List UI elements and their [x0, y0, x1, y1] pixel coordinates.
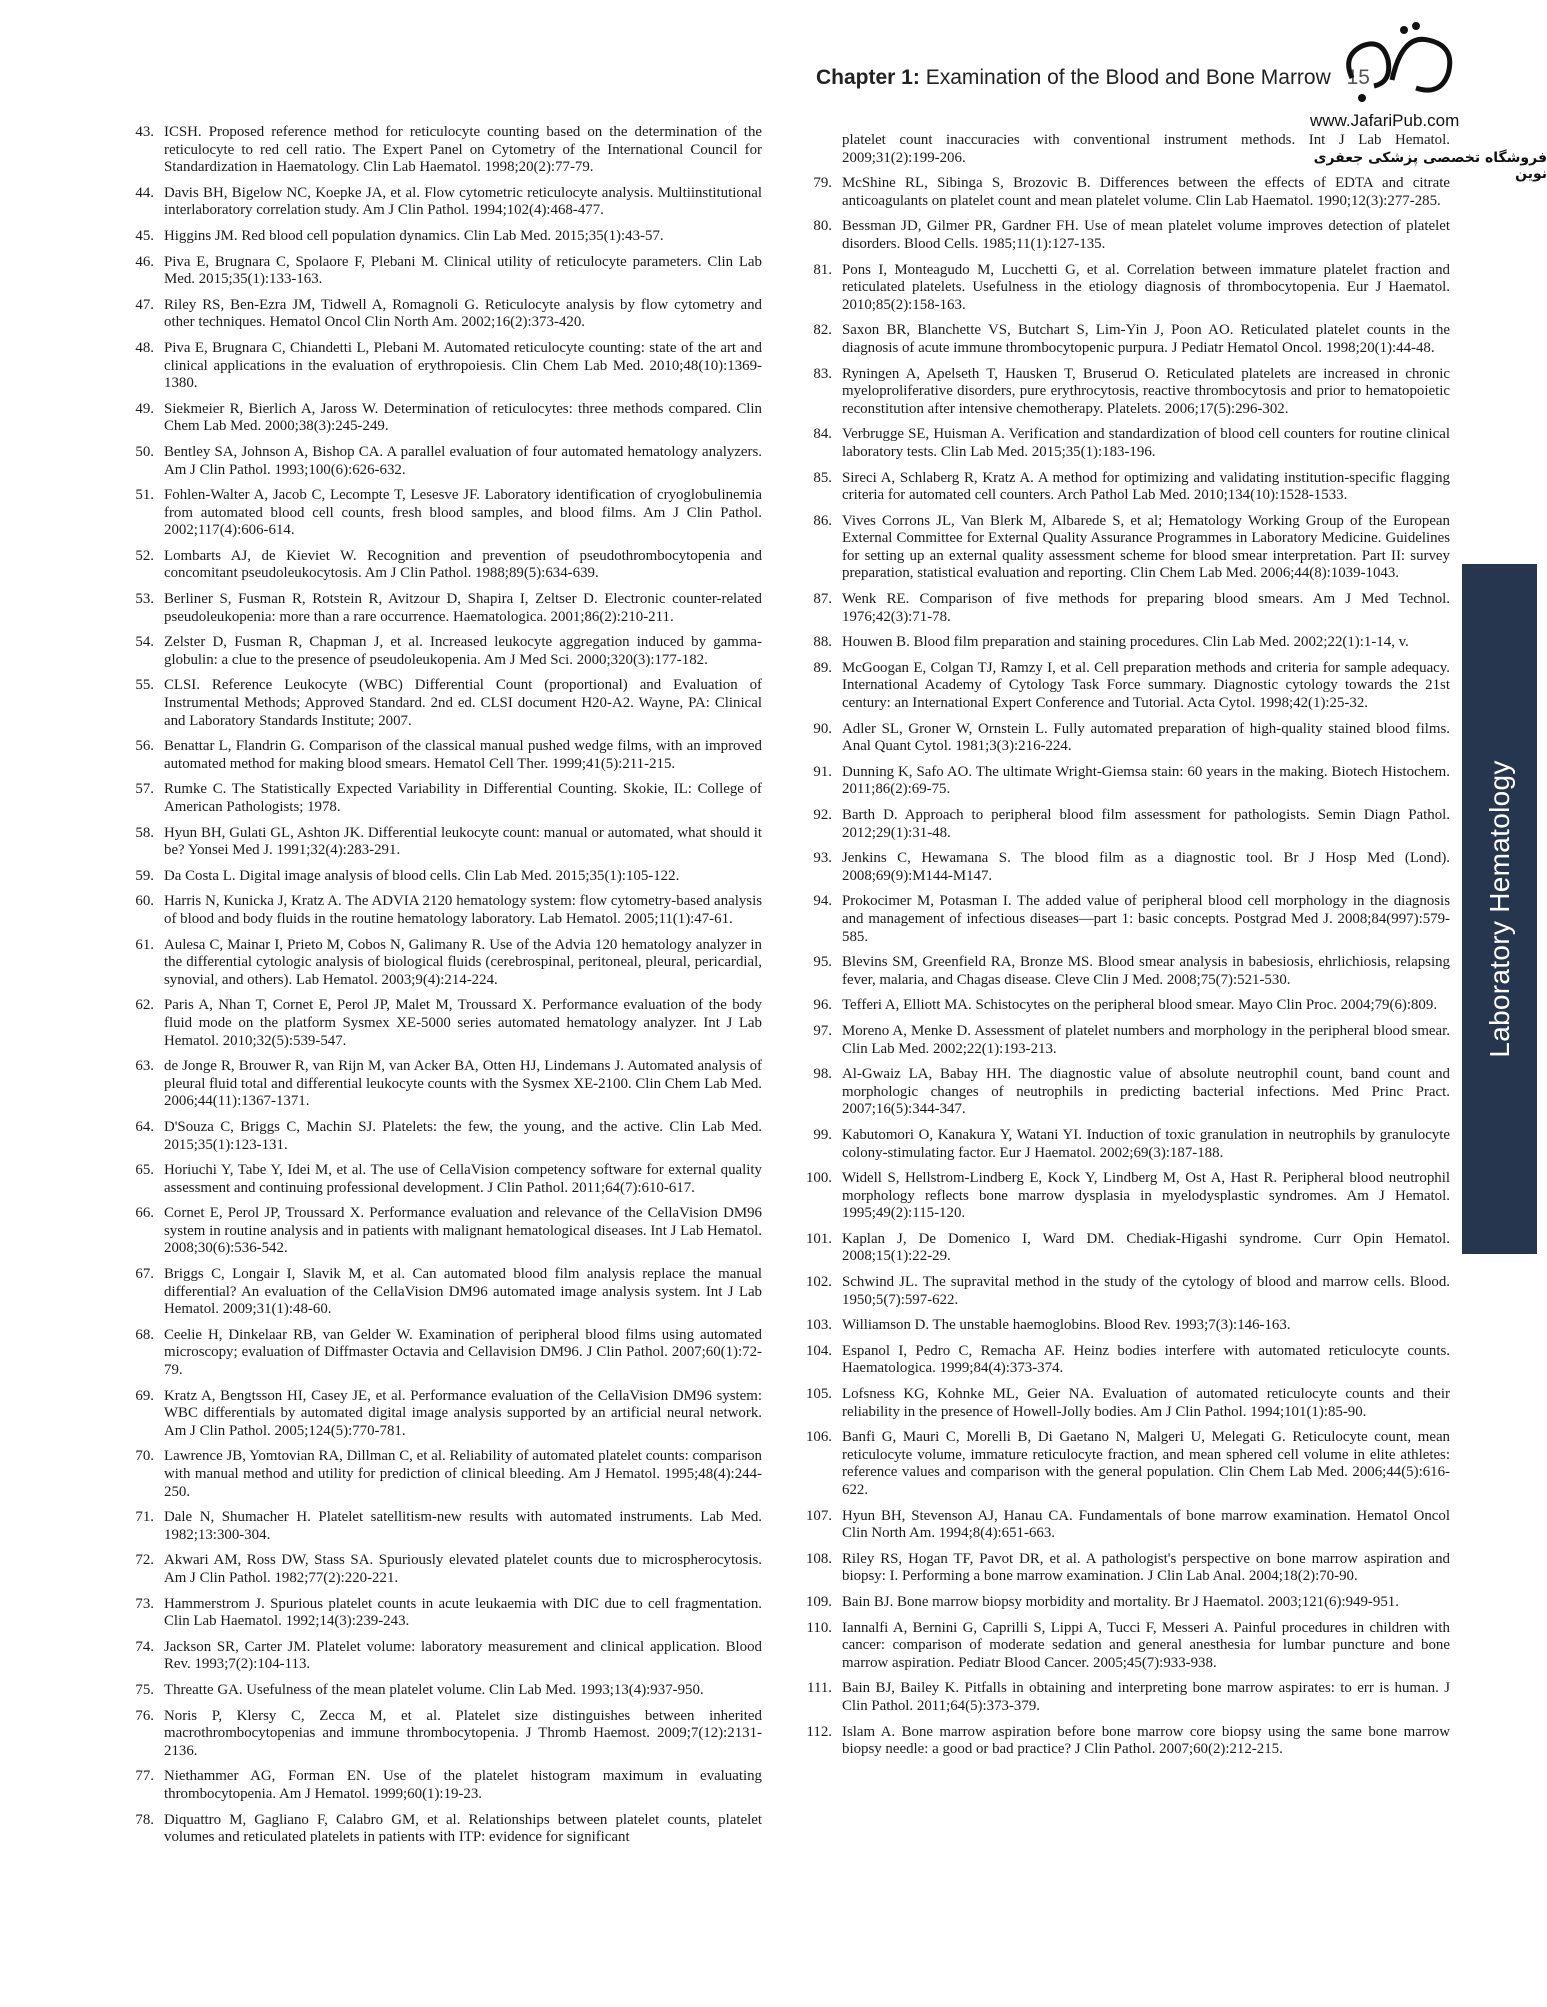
reference-item	[800, 132, 1450, 167]
reference-text: Bentley SA, Johnson A, Bishop CA. A parallel evaluation of four automated hematology analyzers. Am J Clin Pathol. 1993;100(6):626-632.	[164, 443, 762, 478]
reference-item	[122, 634, 762, 669]
reference-text: Jenkins C, Hewamana S. The blood film as a diagnostic tool. Br J Hosp Med (Lond). 2008;69(9):M144-M147.	[842, 850, 1450, 884]
reference-number: 73.	[135, 1595, 154, 1612]
reference-text: Berliner S, Fusman R, Rotstein R, Avitzour D, Shapira I, Zeltser D. Electronic counter-related pseudoleukopenia: more than a rare occurrence. Haematologica. 2001;86(2):210-211.	[164, 591, 762, 625]
reference-number: 94.	[813, 893, 832, 910]
reference-number: 46.	[135, 253, 154, 270]
reference-number: 107.	[805, 1507, 832, 1524]
reference-item	[122, 1119, 762, 1154]
reference-item	[122, 1682, 762, 1700]
reference-text: Akwari AM, Ross DW, Stass SA. Spuriously elevated platelet counts due to microspherocytosis. Am J Clin Pathol. 1982;77(2):220-221.	[164, 1552, 762, 1586]
reference-text: Horiuchi Y, Tabe Y, Idei M, et al. The use of CellaVision competency software for external quality assessment and continuing professional development. J Clin Pathol. 2011;64(7):610-617.	[164, 1162, 762, 1196]
reference-number: 53.	[135, 591, 154, 608]
reference-number: 66.	[135, 1205, 154, 1222]
side-tab-label: Laboratory Hematology	[1483, 760, 1515, 1058]
reference-item	[800, 1274, 1450, 1309]
reference-number: 93.	[813, 850, 832, 867]
reference-number: 59.	[135, 867, 154, 884]
reference-text: Davis BH, Bigelow NC, Koepke JA, et al. Flow cytometric reticulocyte analysis. Multiinstitutional interlaboratory correlation study. Am J Clin Pathol. 1994;102(4):468-477.	[164, 184, 762, 219]
reference-item	[800, 591, 1450, 626]
reference-number: 109.	[805, 1593, 832, 1610]
reference-number: 72.	[135, 1552, 154, 1569]
reference-number: 80.	[813, 218, 832, 235]
reference-number: 102.	[805, 1274, 832, 1291]
reference-text: Adler SL, Groner W, Ornstein L. Fully automated preparation of high-quality stained blood films. Anal Quant Cytol. 1981;3(3):216-224.	[842, 720, 1450, 755]
reference-item	[122, 1058, 762, 1111]
reference-number: 95.	[813, 954, 832, 971]
running-header	[816, 66, 1370, 90]
reference-number: 65.	[135, 1162, 154, 1179]
reference-item	[800, 1170, 1450, 1223]
reference-text: Widell S, Hellstrom-Lindberg E, Kock Y, Lindberg M, Ost A, Hast R. Peripheral blood neutrophil morphology reflects bone marrow dysplasia in myelodysplastic syndromes. Am J Hematol. 1995;49(2):115-120.	[842, 1170, 1450, 1222]
reference-item	[800, 1317, 1450, 1335]
reference-item	[800, 1724, 1450, 1759]
reference-number: 108.	[805, 1550, 832, 1567]
reference-number: 49.	[135, 400, 154, 417]
reference-number: 74.	[135, 1638, 154, 1655]
reference-text: Al-Gwaiz LA, Babay HH. The diagnostic value of absolute neutrophil count, band count and morphologic changes of neutrophils in predicting bacterial infections. Med Princ Pract. 2007;16(5):344-347.	[842, 1066, 1450, 1118]
reference-item	[122, 1639, 762, 1674]
references-right-column	[800, 132, 1450, 1759]
chapter-title: Examination of the Blood and Bone Marrow	[925, 66, 1331, 89]
reference-text: Niethammer AG, Forman EN. Use of the platelet histogram maximum in evaluating thrombocytopenia. Am J Hematol. 1999;60(1):19-23.	[164, 1768, 762, 1802]
reference-item	[122, 1266, 762, 1319]
reference-text: Harris N, Kunicka J, Kratz A. The ADVIA 2120 hematology system: flow cytometry-based analysis of blood and body fluids in the routine hematology laboratory. Lab Hematol. 2005;11(1):47-61.	[164, 893, 762, 927]
reference-item	[122, 937, 762, 990]
reference-item	[122, 1596, 762, 1631]
reference-text: Piva E, Brugnara C, Spolaore F, Plebani M. Clinical utility of reticulocyte parameters. Clin Lab Med. 2015;35(1):133-163.	[164, 253, 762, 288]
reference-item	[800, 175, 1450, 210]
reference-text: Vives Corrons JL, Van Blerk M, Albarede S, et al; Hematology Working Group of the European External Committee for External Quality Assurance Programmes in Laboratory Medicine. Guidelines for setting up an external quality assessment scheme for blood smear interpretation. Part II: survey preparation, statistical evaluation and reporting. Clin Chem Lab Med. 2006;44(8):1039-1043.	[842, 512, 1450, 582]
reference-number: 99.	[813, 1126, 832, 1143]
reference-number: 60.	[135, 893, 154, 910]
reference-item	[800, 850, 1450, 885]
reference-number: 68.	[135, 1326, 154, 1343]
reference-text: Riley RS, Ben-Ezra JM, Tidwell A, Romagnoli G. Reticulocyte analysis by flow cytometry and other techniques. Hematol Oncol Clin North Am. 2002;16(2):373-420.	[164, 296, 762, 331]
reference-number: 51.	[135, 487, 154, 504]
reference-number: 71.	[135, 1509, 154, 1526]
reference-number: 86.	[813, 512, 832, 529]
reference-number: 63.	[135, 1058, 154, 1075]
reference-text: Saxon BR, Blanchette VS, Butchart S, Lim-Yin J, Poon AO. Reticulated platelet counts in the diagnosis of acute immune thrombocytopenic purpura. J Pediatr Hematol Oncol. 1998;20(1):44-48.	[842, 322, 1450, 356]
reference-text: McShine RL, Sibinga S, Brozovic B. Differences between the effects of EDTA and citrate anticoagulants on platelet count and mean platelet volume. Clin Lab Haematol. 1990;12(3):277-285.	[842, 175, 1450, 209]
reference-text: Iannalfi A, Bernini G, Caprilli S, Lippi A, Tucci F, Messeri A. Painful procedures in children with cancer: comparison of moderate sedation and general anesthesia for lumbar puncture and bone marrow aspiration. Pediatr Blood Cancer. 2005;45(7):933-938.	[842, 1619, 1450, 1671]
reference-text: Verbrugge SE, Huisman A. Verification and standardization of blood cell counters for routine clinical laboratory tests. Clin Lab Med. 2015;35(1):183-196.	[842, 426, 1450, 460]
reference-text: Banfi G, Mauri C, Morelli B, Di Gaetano N, Malgeri U, Melegati G. Reticulocyte count, mean reticulocyte volume, immature reticulocyte fraction, and mean sphered cell volume in elite athletes: reference values and comparison with the general population. Clin Chem Lab Med. 2006;44(5):616-622.	[842, 1429, 1450, 1498]
reference-item	[800, 1343, 1450, 1378]
reference-number: 85.	[813, 469, 832, 486]
reference-item	[122, 487, 762, 540]
publisher-logo-icon	[1332, 16, 1472, 108]
reference-text: Dunning K, Safo AO. The ultimate Wright-Giemsa stain: 60 years in the making. Biotech Histochem. 2011;86(2):69-75.	[842, 763, 1450, 798]
reference-item	[122, 228, 762, 246]
reference-text: Bessman JD, Gilmer PR, Gardner FH. Use of mean platelet volume improves detection of platelet disorders. Blood Cells. 1985;11(1):127-135.	[842, 218, 1450, 252]
reference-number: 90.	[813, 720, 832, 737]
reference-number: 111.	[807, 1680, 832, 1697]
reference-item	[122, 677, 762, 730]
reference-text: Riley RS, Hogan TF, Pavot DR, et al. A pathologist's perspective on bone marrow aspiration and biopsy: I. Performing a bone marrow examination. J Clin Lab Anal. 2004;18(2):70-90.	[842, 1550, 1450, 1585]
reference-item	[800, 660, 1450, 713]
reference-item	[122, 1768, 762, 1803]
reference-item	[800, 218, 1450, 253]
reference-text: Pons I, Monteagudo M, Lucchetti G, et al. Correlation between immature platelet fraction and reticulated platelets. Usefulness in the etiology diagnosis of thrombocytopenia. Eur J Haematol. 2010;85(2):158-163.	[842, 261, 1450, 313]
reference-item	[122, 548, 762, 583]
reference-number: 89.	[813, 659, 832, 676]
reference-item	[122, 893, 762, 928]
reference-number: 54.	[135, 634, 154, 651]
reference-text: Aulesa C, Mainar I, Prieto M, Cobos N, Galimany R. Use of the Advia 120 hematology analyzer in the differential cytologic analysis of biological fluids (cerebrospinal, peritoneal, pleural, pericardial, synovial, and others). Lab Hematol. 2003;9(4):214-224.	[164, 936, 762, 988]
reference-text: Bain BJ, Bailey K. Pitfalls in obtaining and interpreting bone marrow aspirates: to err is human. J Clin Pathol. 2011;64(5):373-379.	[842, 1680, 1450, 1714]
reference-text: Lombarts AJ, de Kieviet W. Recognition and prevention of pseudothrombocytopenia and concomitant pseudoleukocytosis. Am J Clin Pathol. 1988;89(5):634-639.	[164, 547, 762, 582]
reference-text: Zelster D, Fusman R, Chapman J, et al. Increased leukocyte aggregation induced by gamma-globulin: a clue to the presence of pseudoleukopenia. Am J Med Sci. 2000;320(3):177-182.	[164, 634, 762, 668]
reference-item	[800, 1620, 1450, 1673]
reference-text: ICSH. Proposed reference method for reticulocyte counting based on the determination of the reticulocyte to red cell ratio. The Expert Panel on Cytometry of the International Council for Standardization in Haematology. Clin Lab Haematol. 1998;20(2):77-79.	[164, 124, 762, 176]
reference-text: Rumke C. The Statistically Expected Variability in Differential Counting. Skokie, IL: College of American Pathologists; 1978.	[164, 781, 762, 815]
reference-item	[122, 825, 762, 860]
reference-text: Cornet E, Perol JP, Troussard X. Performance evaluation and relevance of the CellaVision DM96 system in routine analysis and in patients with malignant hematological diseases. Int J Lab Hematol. 2008;30(6):536-542.	[164, 1205, 762, 1257]
reference-text: Briggs C, Longair I, Slavik M, et al. Can automated blood film analysis replace the manual differential? An evaluation of the CellaVision DM96 automated image analysis system. Int J Lab Hematol. 2009;31(1):48-60.	[164, 1266, 762, 1318]
reference-text: Schwind JL. The supravital method in the study of the cytology of blood and marrow cells. Blood. 1950;5(7):597-622.	[842, 1274, 1450, 1308]
reference-text: Ceelie H, Dinkelaar RB, van Gelder W. Examination of peripheral blood films using automated microscopy; evaluation of Diffmaster Octavia and Cellavision DM96. J Clin Pathol. 2007;60(1):72-79.	[164, 1326, 762, 1379]
reference-item	[122, 124, 762, 177]
reference-item	[800, 764, 1450, 799]
reference-number: 105.	[805, 1386, 832, 1403]
reference-text: Da Costa L. Digital image analysis of blood cells. Clin Lab Med. 2015;35(1):105-122.	[164, 867, 680, 884]
reference-item	[122, 1708, 762, 1761]
reference-item	[800, 470, 1450, 505]
reference-item	[800, 997, 1450, 1015]
reference-text: Prokocimer M, Potasman I. The added value of peripheral blood cell morphology in the diagnosis and management of infectious diseases—part 1: basic concepts. Postgrad Med J. 2008;84(997):579-585.	[842, 893, 1450, 945]
reference-text: Blevins SM, Greenfield RA, Bronze MS. Blood smear analysis in babesiosis, ehrlichiosis, relapsing fever, malaria, and Chagas disease. Cleve Clin J Med. 2008;75(7):521-530.	[842, 954, 1450, 988]
reference-item	[122, 738, 762, 773]
reference-text: Lawrence JB, Yomtovian RA, Dillman C, et al. Reliability of automated platelet counts: comparison with manual method and utility for prediction of clinical bleeding. Am J Hematol. 1995;48(4):244-250.	[164, 1448, 762, 1500]
reference-text: Lofsness KG, Kohnke ML, Geier NA. Evaluation of automated reticulocyte counts and their reliability in the presence of Howell-Jolly bodies. Am J Clin Pathol. 1994;101(1):85-90.	[842, 1386, 1450, 1420]
reference-text: Threatte GA. Usefulness of the mean platelet volume. Clin Lab Med. 1993;13(4):937-950.	[164, 1681, 704, 1698]
publisher-website: www.JafariPub.com	[1310, 111, 1460, 130]
reference-number: 92.	[813, 807, 832, 823]
reference-text: Dale N, Shumacher H. Platelet satellitism-new results with automated instruments. Lab Med. 1982;13:300-304.	[164, 1509, 762, 1543]
reference-number: 101.	[805, 1230, 832, 1247]
reference-number: 75.	[135, 1681, 154, 1698]
reference-item	[122, 1388, 762, 1441]
reference-number: 81.	[813, 261, 832, 278]
reference-text: CLSI. Reference Leukocyte (WBC) Differential Count (proportional) and Evaluation of Instrumental Methods; Approved Standard. 2nd ed. CLSI document H20-A2. Wayne, PA: Clinical and Laboratory Standards Institute; 2007.	[164, 677, 762, 729]
reference-number: 61.	[135, 936, 154, 953]
reference-text: Hyun BH, Stevenson AJ, Hanau CA. Fundamentals of bone marrow examination. Hematol Oncol Clin North Am. 1994;8(4):651-663.	[842, 1507, 1450, 1542]
reference-number: 87.	[813, 591, 832, 608]
reference-text: McGoogan E, Colgan TJ, Ramzy I, et al. Cell preparation methods and criteria for sample adequacy. International Academy of Cytology Task Force summary. Diagnostic cytology towards the 21st century: an International Expert Conference and Tutorial. Acta Cytol. 1998;42(1):25-32.	[842, 659, 1450, 712]
reference-text: Kabutomori O, Kanakura Y, Watani YI. Induction of toxic granulation in neutrophils by granulocyte colony-stimulating factor. Eur J Haematol. 2002;69(3):187-188.	[842, 1126, 1450, 1161]
reference-item	[122, 254, 762, 289]
reference-number: 62.	[135, 997, 154, 1014]
reference-item	[122, 340, 762, 393]
reference-number: 78.	[135, 1811, 154, 1828]
reference-number: 76.	[135, 1707, 154, 1724]
reference-text: Houwen B. Blood film preparation and staining procedures. Clin Lab Med. 2002;22(1):1-14, v.	[842, 634, 1409, 651]
reference-number: 88.	[813, 634, 832, 651]
reference-number: 56.	[135, 738, 154, 755]
reference-text: Piva E, Brugnara C, Chiandetti L, Plebani M. Automated reticulocyte counting: state of the art and clinical applications in the evaluation of erythropoiesis. Clin Chem Lab Med. 2010;48(10):1369-1380.	[164, 339, 762, 392]
reference-text: Jackson SR, Carter JM. Platelet volume: laboratory measurement and clinical application. Blood Rev. 1993;7(2):104-113.	[164, 1638, 762, 1673]
reference-number: 84.	[813, 426, 832, 443]
reference-number: 112.	[806, 1723, 832, 1740]
reference-text: Tefferi A, Elliott MA. Schistocytes on the peripheral blood smear. Mayo Clin Proc. 2004;79(6):809.	[842, 997, 1438, 1014]
reference-number: 110.	[806, 1619, 832, 1636]
reference-item	[122, 1205, 762, 1258]
reference-number: 57.	[135, 781, 154, 798]
reference-item	[800, 426, 1450, 461]
reference-number: 55.	[135, 677, 154, 694]
reference-number: 97.	[813, 1022, 832, 1039]
reference-item	[122, 444, 762, 479]
reference-number: 67.	[135, 1266, 154, 1283]
reference-item	[122, 868, 762, 886]
reference-item	[800, 513, 1450, 583]
reference-item	[122, 297, 762, 332]
references-left-column	[122, 124, 762, 1847]
reference-item	[800, 366, 1450, 419]
reference-item	[800, 1508, 1450, 1543]
reference-number: 44.	[135, 184, 154, 201]
reference-text: Ryningen A, Apelseth T, Hausken T, Bruserud O. Reticulated platelets are increased in chronic myeloproliferative disorders, pure erythrocytosis, reactive thrombocytosis and prior to hematopoietic reconstitution after intensive chemotherapy. Platelets. 2006;17(5):296-302.	[842, 365, 1450, 417]
reference-item	[122, 401, 762, 436]
reference-text: Williamson D. The unstable haemoglobins. Blood Rev. 1993;7(3):146-163.	[842, 1317, 1291, 1334]
reference-text: D'Souza C, Briggs C, Machin SJ. Platelets: the few, the young, and the active. Clin Lab Med. 2015;35(1):123-131.	[164, 1118, 762, 1153]
reference-item	[800, 1066, 1450, 1119]
chapter-label: Chapter 1:	[816, 66, 920, 89]
reference-number: 77.	[135, 1768, 154, 1785]
reference-text: Sireci A, Schlaberg R, Kratz A. A method for optimizing and validating institution-specific flagging criteria for automated cell counters. Arch Pathol Lab Med. 2010;134(10):1528-1533.	[842, 469, 1450, 504]
reference-item	[800, 954, 1450, 989]
reference-text: Islam A. Bone marrow aspiration before bone marrow core biopsy using the same bone marrow biopsy needle: a good or bad practice? J Clin Pathol. 2007;60(2):212-215.	[842, 1723, 1450, 1758]
reference-item	[800, 634, 1450, 652]
reference-number: 83.	[813, 365, 832, 382]
reference-number: 52.	[135, 547, 154, 564]
reference-item	[800, 721, 1450, 756]
reference-text: Barth D. Approach to peripheral blood film assessment for pathologists. Semin Diagn Pathol. 2012;29(1):31-48.	[842, 807, 1450, 841]
reference-text: Kaplan J, De Domenico I, Ward DM. Chediak-Higashi syndrome. Curr Opin Hematol. 2008;15(1):22-29.	[842, 1230, 1450, 1265]
reference-item	[122, 1327, 762, 1380]
reference-text: Espanol I, Pedro C, Remacha AF. Heinz bodies interfere with automated reticulocyte counts. Haematologica. 1999;84(4):373-374.	[842, 1342, 1450, 1377]
reference-text: Noris P, Klersy C, Zecca M, et al. Platelet size distinguishes between inherited macrothrombocytopenias and immune thrombocytopenia. J Thromb Haemost. 2009;7(12):2131-2136.	[164, 1707, 762, 1759]
reference-number: 100.	[805, 1170, 832, 1187]
reference-number: 98.	[813, 1066, 832, 1083]
reference-item	[800, 1231, 1450, 1266]
reference-number: 47.	[135, 296, 154, 313]
reference-text: Paris A, Nhan T, Cornet E, Perol JP, Malet M, Troussard X. Performance evaluation of the body fluid mode on the platform Sysmex XE-5000 series automated hematology analyzer. Int J Lab Hematol. 2010;32(5):539-547.	[164, 997, 762, 1049]
reference-number: 79.	[813, 175, 832, 192]
reference-text: Fohlen-Walter A, Jacob C, Lecompte T, Lesesve JF. Laboratory identification of cryoglobulinemia from automated blood cell counts, fresh blood samples, and blood films. Am J Clin Pathol. 2002;117(4):606-614.	[164, 487, 762, 539]
reference-text: Kratz A, Bengtsson HI, Casey JE, et al. Performance evaluation of the CellaVision DM96 system: WBC differentials by automated digital image analysis supported by an artificial neural network. Am J Clin Pathol. 2005;124(5):770-781.	[164, 1387, 762, 1439]
reference-text: Diquattro M, Gagliano F, Calabro GM, et al. Relationships between platelet counts, platelet volumes and reticulated platelets in patients with ITP: evidence for significant	[164, 1811, 762, 1846]
reference-item	[800, 1680, 1450, 1715]
reference-number: 69.	[135, 1387, 154, 1404]
reference-item	[800, 1127, 1450, 1162]
section-side-tab	[1462, 564, 1537, 1254]
reference-item	[800, 1551, 1450, 1586]
reference-item	[800, 1429, 1450, 1499]
reference-number: 45.	[135, 227, 154, 244]
reference-item	[122, 1162, 762, 1197]
reference-number: 103.	[805, 1317, 832, 1334]
publisher-tagline: فروشگاه تخصصی پزشکی جعفری نوین	[1313, 150, 1547, 182]
reference-item	[800, 262, 1450, 315]
page-number: 15	[1346, 66, 1370, 89]
reference-text: Moreno A, Menke D. Assessment of platelet numbers and morphology in the peripheral blood smear. Clin Lab Med. 2002;22(1):193-213.	[842, 1022, 1450, 1057]
reference-text: Higgins JM. Red blood cell population dynamics. Clin Lab Med. 2015;35(1):43-57.	[164, 227, 664, 244]
reference-item	[800, 893, 1450, 946]
reference-text: platelet count inaccuracies with conventional instrument methods. Int J Lab Hematol. 2009;31(2):199-206.	[842, 132, 1450, 166]
reference-item	[122, 997, 762, 1050]
reference-item	[122, 781, 762, 816]
reference-item	[800, 1594, 1450, 1612]
reference-item	[122, 1812, 762, 1847]
reference-item	[800, 322, 1450, 357]
reference-number: 43.	[135, 124, 154, 140]
reference-item	[800, 807, 1450, 842]
reference-text: Wenk RE. Comparison of five methods for preparing blood smears. Am J Med Technol. 1976;42(3):71-78.	[842, 591, 1450, 625]
reference-text: de Jonge R, Brouwer R, van Rijn M, van Acker BA, Otten HJ, Lindemans J. Automated analysis of pleural fluid total and differential leukocyte counts with the Sysmex XE-2100. Clin Chem Lab Med. 2006;44(11):1367-1371.	[164, 1058, 762, 1110]
reference-number: 106.	[805, 1429, 832, 1446]
reference-item	[122, 1509, 762, 1544]
reference-text: Hyun BH, Gulati GL, Ashton JK. Differential leukocyte count: manual or automated, what should it be? Yonsei Med J. 1991;32(4):283-291.	[164, 824, 762, 859]
reference-item	[122, 1448, 762, 1501]
reference-number: 70.	[135, 1448, 154, 1465]
reference-item	[122, 591, 762, 626]
reference-item	[122, 1552, 762, 1587]
reference-number: 104.	[805, 1342, 832, 1359]
reference-text: Hammerstrom J. Spurious platelet counts in acute leukaemia with DIC due to cell fragmentation. Clin Lab Haematol. 1992;14(3):239-243.	[164, 1595, 762, 1630]
reference-item	[122, 185, 762, 220]
reference-number: 96.	[813, 997, 832, 1014]
reference-item	[800, 1386, 1450, 1421]
reference-number: 91.	[813, 763, 832, 780]
reference-item	[800, 1023, 1450, 1058]
reference-number: 82.	[813, 322, 832, 339]
reference-number: 64.	[135, 1118, 154, 1135]
reference-text: Siekmeier R, Bierlich A, Jaross W. Determination of reticulocytes: three methods compared. Clin Chem Lab Med. 2000;38(3):245-249.	[164, 400, 762, 435]
reference-text: Benattar L, Flandrin G. Comparison of the classical manual pushed wedge films, with an improved automated method for making blood smears. Hematol Cell Ther. 1999;41(5):211-215.	[164, 738, 762, 772]
reference-text: Bain BJ. Bone marrow biopsy morbidity and mortality. Br J Haematol. 2003;121(6):949-951.	[842, 1593, 1399, 1610]
reference-number: 50.	[135, 443, 154, 460]
reference-number: 48.	[135, 339, 154, 356]
reference-number: 58.	[135, 824, 154, 841]
